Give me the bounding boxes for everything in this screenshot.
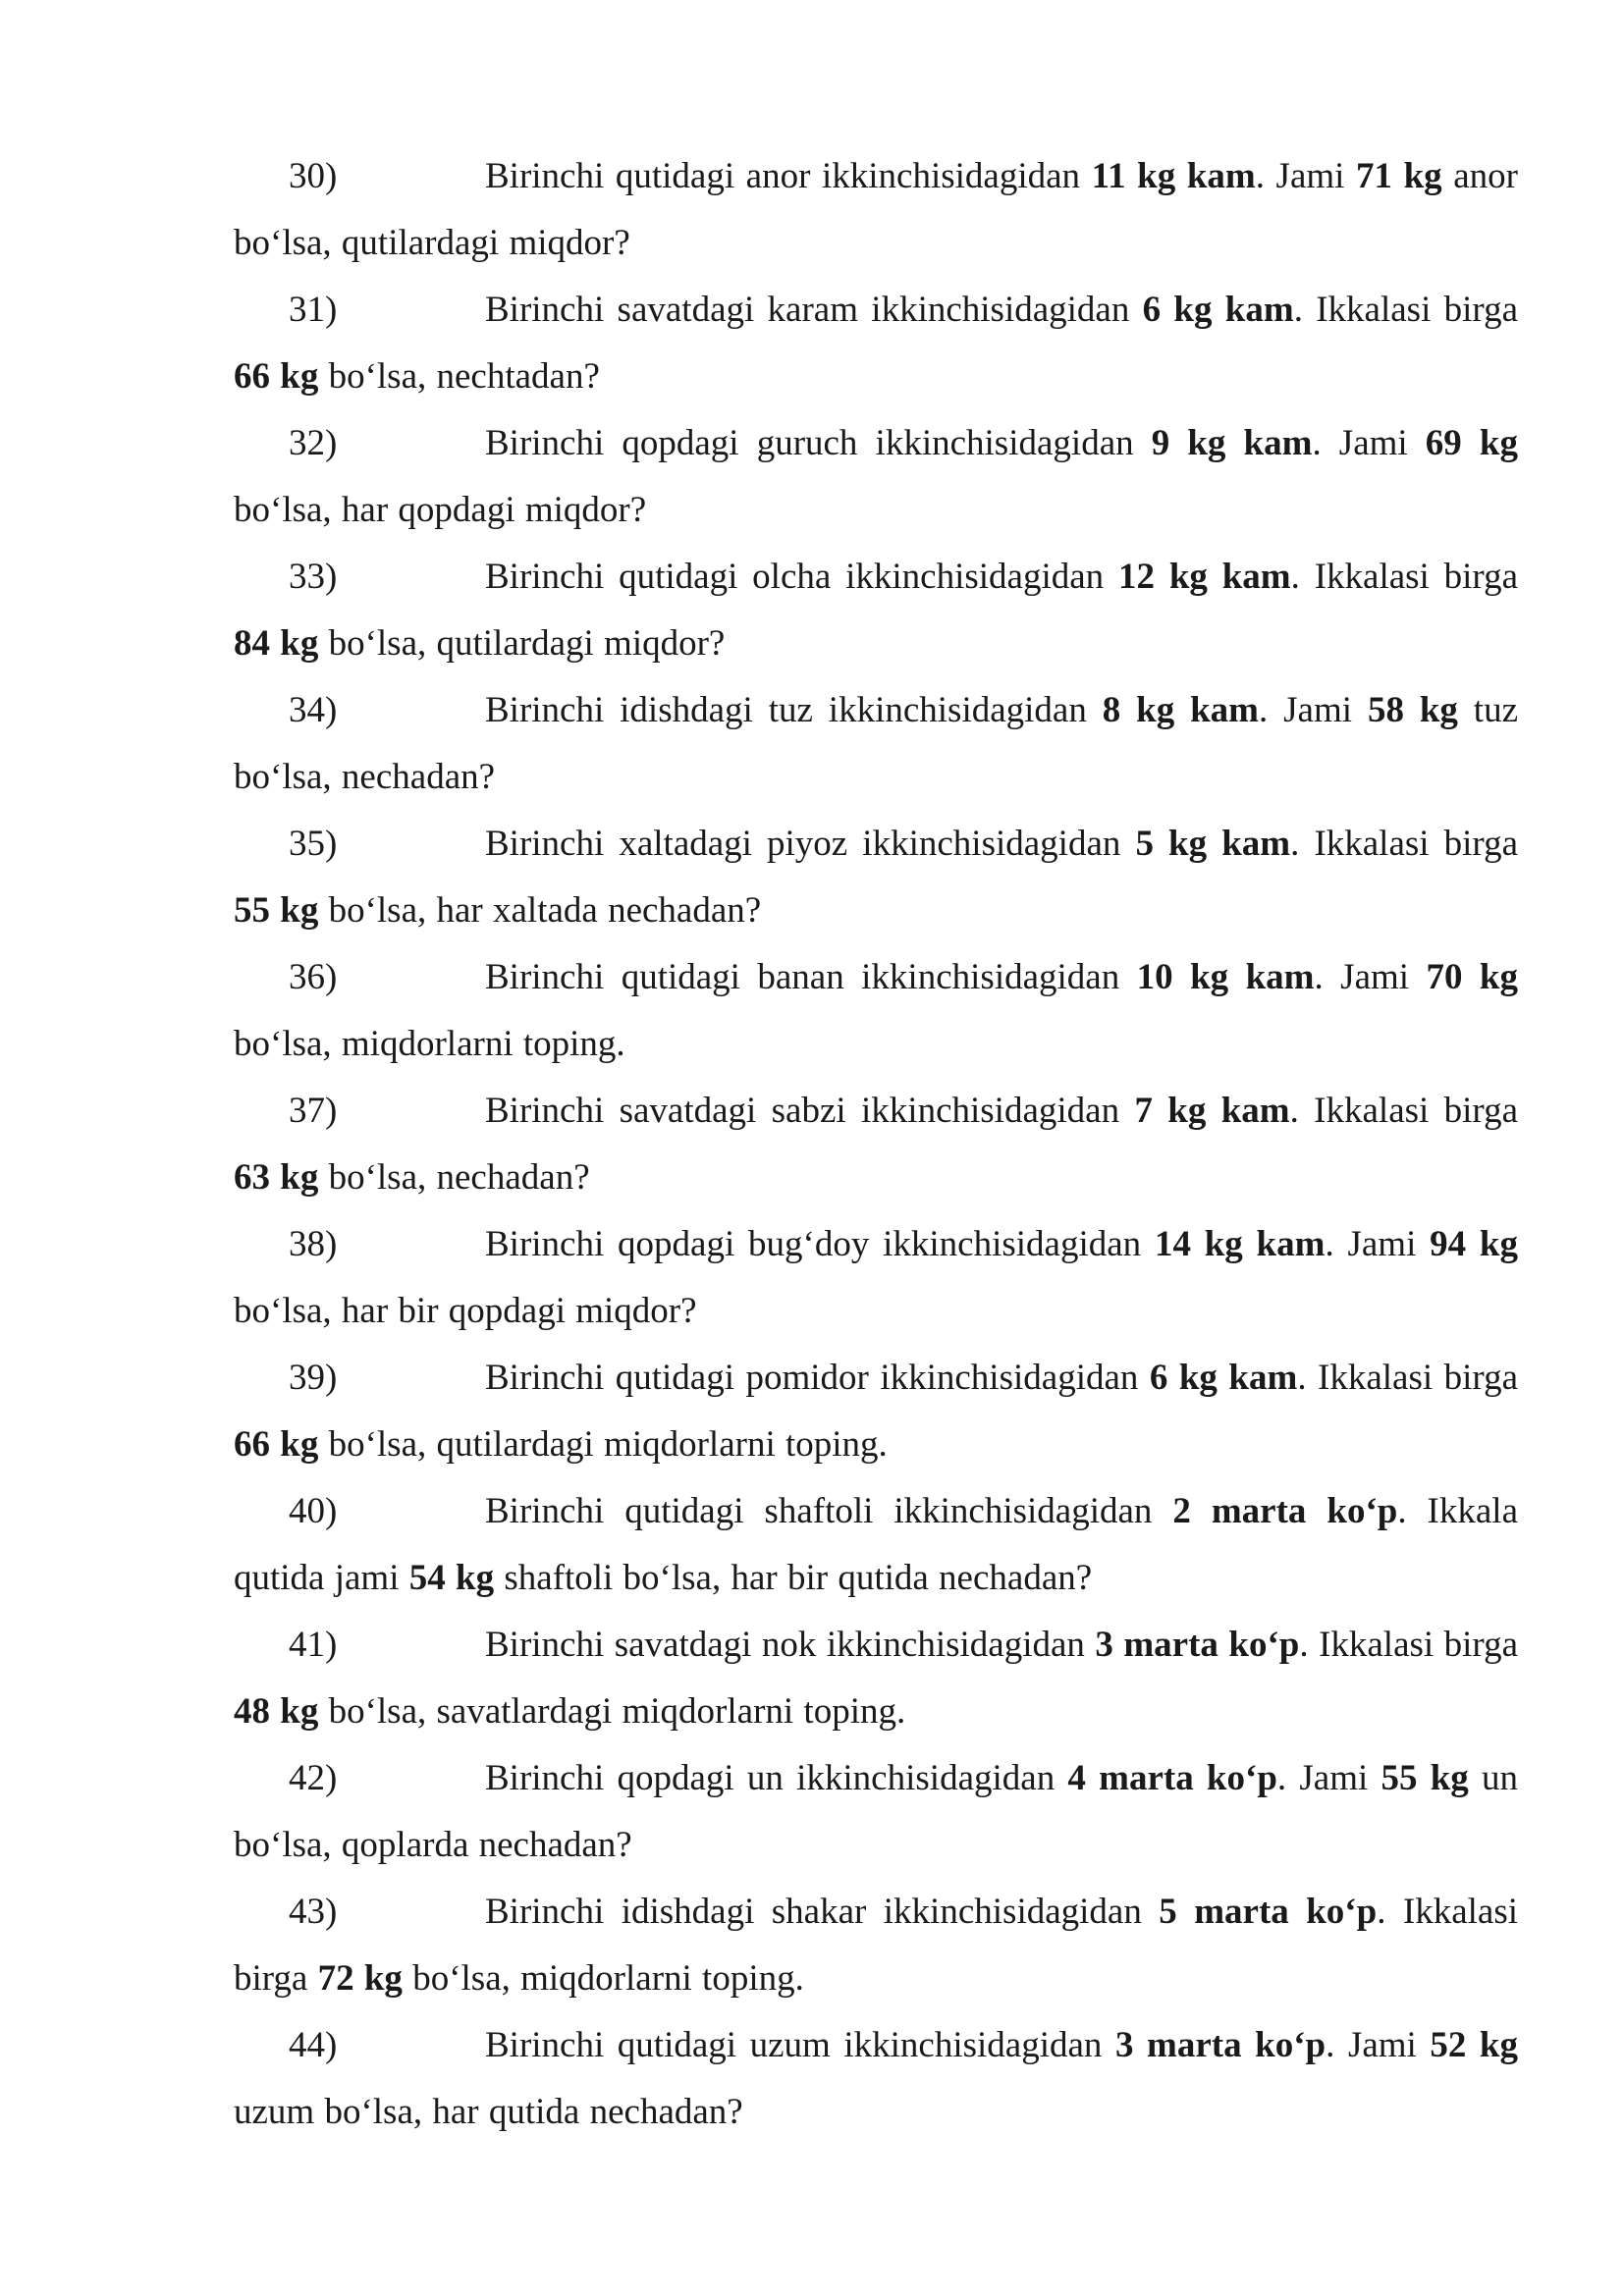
problem-emphasis: 55 kg <box>1380 1758 1469 1798</box>
problem-text: tuz bo‘lsa, nechadan? <box>234 690 1518 797</box>
problem-item <box>234 1879 1518 2012</box>
problem-item <box>234 1478 1518 1612</box>
problem-text: . Jami <box>1255 156 1357 196</box>
problem-item <box>234 1745 1518 1879</box>
problem-text: uzum bo‘lsa, har qutida nechadan? <box>234 2092 743 2132</box>
problem-item <box>234 1345 1518 1478</box>
problem-item <box>234 1211 1518 1345</box>
problem-text: . Ikkalasi birga <box>1290 824 1518 864</box>
problem-number: 40) <box>289 1491 338 1531</box>
problem-emphasis: 58 kg <box>1367 690 1458 730</box>
problem-item <box>234 1612 1518 1745</box>
problem-number: 43) <box>289 1892 338 1932</box>
problem-item <box>234 677 1518 811</box>
problem-text: Birinchi qutidagi banan ikkinchisidagidan <box>485 957 1137 997</box>
problem-emphasis: 94 kg <box>1430 1224 1519 1264</box>
problem-emphasis: 14 kg kam <box>1154 1224 1326 1264</box>
problem-text: . Ikkala qutida jami <box>234 1491 1518 1598</box>
problem-text: Birinchi qutidagi anor ikkinchisidagidan <box>485 156 1092 196</box>
problem-emphasis: 11 kg kam <box>1091 156 1256 196</box>
problem-text: Birinchi qutidagi uzum ikkinchisidagidan <box>485 2025 1115 2065</box>
problem-text: . Ikkalasi birga <box>234 1892 1518 1999</box>
problem-text: Birinchi idishdagi shakar ikkinchisidagidan <box>485 1892 1160 1932</box>
problem-emphasis: 63 kg <box>234 1157 319 1198</box>
problem-number: 34) <box>289 690 338 730</box>
problem-text: bo‘lsa, har qopdagi miqdor? <box>234 490 647 530</box>
problem-item <box>234 143 1518 277</box>
problem-text: Birinchi savatdagi sabzi ikkinchisidagidan <box>485 1091 1135 1131</box>
problem-text: Birinchi qutidagi shaftoli ikkinchisidagidan <box>485 1491 1173 1531</box>
problem-list <box>234 143 1518 2146</box>
problem-emphasis: 55 kg <box>234 890 319 931</box>
problem-number: 44) <box>289 2025 338 2065</box>
problem-item <box>234 1078 1518 1211</box>
problem-number: 37) <box>289 1091 338 1131</box>
problem-emphasis: 66 kg <box>234 1424 319 1465</box>
problem-text: bo‘lsa, miqdorlarni toping. <box>402 1958 804 1999</box>
problem-emphasis: 52 kg <box>1430 2025 1519 2065</box>
problem-text: bo‘lsa, qutilardagi miqdor? <box>318 623 726 664</box>
problem-emphasis: 48 kg <box>234 1691 319 1732</box>
problem-text: bo‘lsa, nechadan? <box>318 1157 590 1198</box>
problem-number: 33) <box>289 557 338 597</box>
problem-emphasis: 10 kg kam <box>1136 957 1315 997</box>
problem-text: . Ikkalasi birga <box>1289 1091 1518 1131</box>
problem-text: bo‘lsa, nechtadan? <box>318 356 600 397</box>
problem-emphasis: 8 kg kam <box>1102 690 1260 730</box>
problem-emphasis: 6 kg kam <box>1142 290 1294 330</box>
problem-emphasis: 70 kg <box>1426 957 1519 997</box>
problem-emphasis: 5 marta ko‘p <box>1159 1892 1378 1932</box>
problem-text: bo‘lsa, savatlardagi miqdorlarni toping. <box>318 1691 906 1732</box>
problem-item <box>234 944 1518 1078</box>
problem-emphasis: 54 kg <box>408 1558 495 1598</box>
problem-number: 36) <box>289 957 338 997</box>
problem-number: 41) <box>289 1625 338 1665</box>
problem-emphasis: 72 kg <box>317 1958 403 1999</box>
problem-text: . Ikkalasi birga <box>1297 1358 1518 1398</box>
problem-text: . Jami <box>1312 423 1426 463</box>
problem-text: Birinchi qopdagi bug‘doy ikkinchisidagidan <box>485 1224 1155 1264</box>
problem-emphasis: 84 kg <box>234 623 319 664</box>
problem-text: Birinchi qopdagi guruch ikkinchisidagidan <box>485 423 1152 463</box>
problem-number: 39) <box>289 1358 338 1398</box>
problem-number: 32) <box>289 423 338 463</box>
problem-text: un bo‘lsa, qoplarda nechadan? <box>234 1758 1519 1865</box>
problem-text: Birinchi xaltadagi piyoz ikkinchisidagidan <box>485 824 1136 864</box>
problem-emphasis: 4 marta ko‘p <box>1067 1758 1277 1798</box>
problem-emphasis: 3 marta ko‘p <box>1095 1625 1300 1665</box>
problem-text: Birinchi savatdagi karam ikkinchisidagidan <box>485 290 1143 330</box>
problem-number: 31) <box>289 290 338 330</box>
problem-item <box>234 2012 1518 2146</box>
problem-text: Birinchi idishdagi tuz ikkinchisidagidan <box>485 690 1103 730</box>
problem-text: . Jami <box>1326 2025 1431 2065</box>
problem-text: anor bo‘lsa, qutilardagi miqdor? <box>234 156 1518 263</box>
problem-emphasis: 66 kg <box>234 356 319 397</box>
problem-text: . Jami <box>1259 690 1368 730</box>
problem-emphasis: 3 marta ko‘p <box>1115 2025 1326 2065</box>
problem-text: Birinchi qutidagi pomidor ikkinchisidagidan <box>485 1358 1150 1398</box>
problem-text: Birinchi qopdagi un ikkinchisidagidan <box>485 1758 1068 1798</box>
problem-emphasis: 69 kg <box>1425 423 1518 463</box>
problem-text: bo‘lsa, har xaltada nechadan? <box>318 890 762 931</box>
problem-number: 42) <box>289 1758 338 1798</box>
problem-text: bo‘lsa, qutilardagi miqdorlarni toping. <box>318 1424 888 1465</box>
problem-text: . Jami <box>1325 1224 1431 1264</box>
problem-text: . Jami <box>1276 1758 1381 1798</box>
problem-number: 35) <box>289 824 338 864</box>
problem-text: . Jami <box>1314 957 1427 997</box>
problem-text: shaftoli bo‘lsa, har bir qutida nechadan? <box>494 1558 1093 1598</box>
problem-emphasis: 9 kg kam <box>1151 423 1313 463</box>
problem-emphasis: 71 kg <box>1356 156 1442 196</box>
problem-number: 38) <box>289 1224 338 1264</box>
problem-text: . Ikkalasi birga <box>1299 1625 1519 1665</box>
problem-text: Birinchi savatdagi nok ikkinchisidagidan <box>485 1625 1096 1665</box>
problem-emphasis: 6 kg kam <box>1149 1358 1298 1398</box>
problem-item <box>234 811 1518 944</box>
problem-number: 30) <box>289 156 338 196</box>
problem-text: . Ikkalasi birga <box>1293 290 1518 330</box>
problem-text: . Ikkalasi birga <box>1290 557 1518 597</box>
problem-text: Birinchi qutidagi olcha ikkinchisidagidan <box>485 557 1118 597</box>
problem-text: bo‘lsa, miqdorlarni toping. <box>234 1024 625 1064</box>
problem-text: bo‘lsa, har bir qopdagi miqdor? <box>234 1291 697 1331</box>
problem-emphasis: 5 kg kam <box>1135 824 1291 864</box>
problem-item <box>234 410 1518 544</box>
problem-item <box>234 277 1518 410</box>
problem-item <box>234 544 1518 677</box>
problem-emphasis: 12 kg kam <box>1118 557 1291 597</box>
problem-emphasis: 7 kg kam <box>1134 1091 1290 1131</box>
problem-emphasis: 2 marta ko‘p <box>1172 1491 1398 1531</box>
